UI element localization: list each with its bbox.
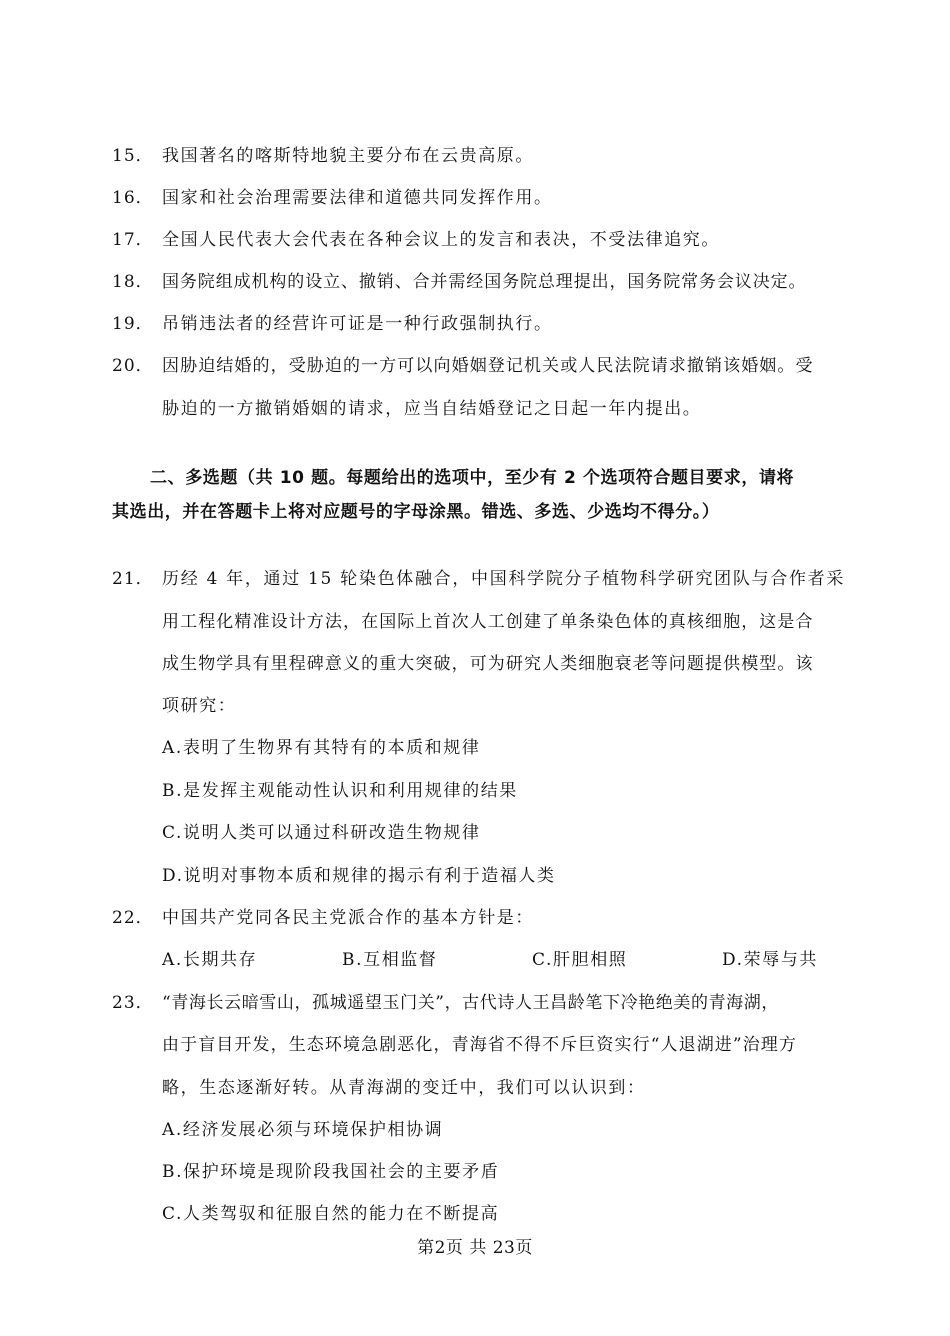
question-text: 成生物学具有里程碑意义的重大突破，可为研究人类细胞衰老等问题提供模型。该 xyxy=(162,654,814,674)
option: B.互相监督 xyxy=(342,950,438,970)
question-text: 国务院组成机构的设立、撤销、合并需经国务院总理提出，国务院常务会议决定。 xyxy=(162,272,807,292)
question-number: 19． xyxy=(112,314,154,334)
question-text: 项研究： xyxy=(162,696,237,716)
question-text: 国家和社会治理需要法律和道德共同发挥作用。 xyxy=(162,188,553,208)
question-text: 胁迫的一方撤销婚姻的请求，应当自结婚登记之日起一年内提出。 xyxy=(162,399,702,419)
question-text: 由于盲目开发，生态环境急剧恶化，青海省不得不斥巨资实行“人退湖进”治理方 xyxy=(162,1035,797,1055)
option: A.表明了生物界有其特有的本质和规律 xyxy=(162,738,481,758)
question-number: 18． xyxy=(112,272,154,292)
question-text: 略，生态逐渐好转。从青海湖的变迁中，我们可以认识到： xyxy=(162,1078,646,1098)
question-text: 全国人民代表大会代表在各种会议上的发言和表决，不受法律追究。 xyxy=(162,230,720,250)
option: C.说明人类可以通过科研改造生物规律 xyxy=(162,823,481,843)
question-number: 15． xyxy=(112,146,154,166)
section-heading: 二、多选题（共 10 题。每题给出的选项中，至少有 2 个选项符合题目要求，请将 xyxy=(150,468,795,488)
question-number: 16． xyxy=(112,188,154,208)
question-number: 22． xyxy=(112,908,154,928)
option: D.说明对事物本质和规律的揭示有利于造福人类 xyxy=(162,866,556,886)
option: A.经济发展必须与环境保护相协调 xyxy=(162,1120,444,1140)
question-number: 21． xyxy=(112,569,154,589)
option: C.人类驾驭和征服自然的能力在不断提高 xyxy=(162,1204,500,1224)
page-footer: 第2页 共 23页 xyxy=(417,1238,533,1258)
question-text: 历经 4 年，通过 15 轮染色体融合，中国科学院分子植物科学研究团队与合作者采 xyxy=(162,569,846,589)
option: C.肝胆相照 xyxy=(532,950,628,970)
option: A.长期共存 xyxy=(162,950,258,970)
question-number: 17． xyxy=(112,230,154,250)
question-text: 我国著名的喀斯特地貌主要分布在云贵高原。 xyxy=(162,146,534,166)
section-heading: 其选出，并在答题卡上将对应题号的字母涂黑。错选、多选、少选均不得分。） xyxy=(112,502,720,522)
question-number: 23． xyxy=(112,993,154,1013)
option: B.是发挥主观能动性认识和利用规律的结果 xyxy=(162,781,518,801)
question-text: 因胁迫结婚的，受胁迫的一方可以向婚姻登记机关或人民法院请求撤销该婚姻。受 xyxy=(162,356,814,376)
option: B.保护环境是现阶段我国社会的主要矛盾 xyxy=(162,1162,500,1182)
question-number: 20． xyxy=(112,356,154,376)
question-text: “青海长云暗雪山，孤城遥望玉门关”，古代诗人王昌龄笔下冷艳绝美的青海湖， xyxy=(162,993,779,1013)
question-text: 用工程化精准设计方法，在国际上首次人工创建了单条染色体的真核细胞，这是合 xyxy=(162,612,814,632)
question-text: 中国共产党同各民主党派合作的基本方针是： xyxy=(162,908,534,928)
option: D.荣辱与共 xyxy=(722,950,819,970)
question-text: 吊销违法者的经营许可证是一种行政强制执行。 xyxy=(162,314,553,334)
